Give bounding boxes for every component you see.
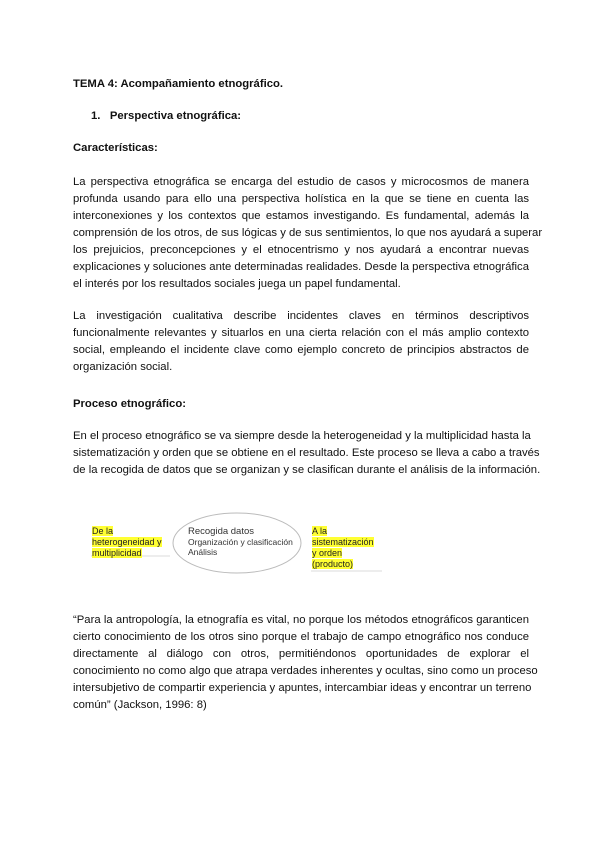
paragraph-line: interconexiones y los contextos que estamos investigando. Es fundamental, además la (73, 210, 529, 222)
right-box-line: sistematización (312, 537, 374, 547)
paragraph-line: social, empleando el incidente clave como ejemplo concreto de principios abstractos de (73, 344, 529, 356)
quote-paragraph (73, 612, 538, 714)
section-title: Perspectiva etnográfica: (109, 110, 242, 122)
quote-line: cierto conocimiento de los otros sino porque el trabajo de campo etnográfico nos conduce (73, 631, 529, 643)
paragraph-line: funcionalmente relevantes y situarlos en una cierta relación con el más amplio contexto (73, 327, 529, 339)
quote-line: intersubjetivo de compartir experiencia y apuntes, intercambiar ideas y encontrar un terreno (73, 682, 532, 694)
paragraph-line: sistematización y orden que se obtiene en el resultado. Este proceso se lleva a cabo a través (73, 447, 540, 459)
process-heading: Proceso etnográfico: (73, 398, 186, 410)
paragraph-line: organización social. (73, 361, 173, 373)
left-box-line: heterogeneidad y (92, 537, 162, 547)
paragraph-line: La perspectiva etnográfica se encarga del estudio de casos y microcosmos de manera (73, 176, 529, 188)
quote-line: “Para la antropología, la etnografía es vital, no porque los métodos etnográficos garanticen (73, 614, 529, 626)
right-box-line: A la (312, 526, 328, 536)
left-box-line: multiplicidad (92, 548, 142, 558)
quote-line: conocimiento no como algo que atrapa verdades inherentes y ocultas, sino como un proceso (73, 665, 538, 677)
quote-line: directamente al diálogo con otros, permitiéndonos oportunidades de explorar el (73, 648, 529, 660)
right-box-line: (producto) (312, 559, 354, 569)
quote-line: común” (Jackson, 1996: 8) (73, 699, 207, 711)
diagram-right-box (312, 526, 374, 570)
paragraph-line: los prejuicios, preconcepciones y el etnocentrismo y nos ayudará a encontrar nuevas (73, 244, 529, 256)
center-line: Análisis (188, 547, 218, 557)
left-box-line: De la (92, 526, 114, 536)
paragraph-process (73, 428, 541, 479)
paragraph-line: comprensión de los otros, de sus lógicas y de sus sentimientos, lo que nos ayudará a superar (73, 227, 543, 239)
paragraph-qualitative (73, 308, 529, 376)
center-line: Recogida datos (188, 526, 255, 537)
paragraph-line: profunda usando para ello una perspectiva holística en la que se tiene en cuenta las (73, 193, 529, 205)
paragraph-line: La investigación cualitativa describe incidentes claves en términos descriptivos (73, 310, 529, 322)
diagram-center-text (188, 526, 293, 557)
paragraph-line: En el proceso etnográfico se va siempre desde la heterogeneidad y la multiplicidad hasta la (73, 430, 531, 442)
paragraph-line: de la recogida de datos que se organizan y se clasifican durante el análisis de la información. (73, 464, 541, 476)
right-box-line: y orden (312, 548, 343, 558)
section-heading (91, 108, 391, 125)
paragraph-line: el interés por los resultados sociales juega un papel fundamental. (73, 278, 401, 290)
center-line: Organización y clasificación (188, 537, 293, 547)
paragraph-characteristics (73, 174, 543, 293)
section-number: 1. (91, 110, 101, 122)
diagram-left-box (92, 526, 162, 559)
characteristics-heading: Características: (73, 142, 158, 154)
document-title: TEMA 4: Acompañamiento etnográfico. (73, 78, 284, 90)
paragraph-line: explicaciones y soluciones ante determinadas realidades. Desde la perspectiva etnográfica (73, 261, 529, 273)
